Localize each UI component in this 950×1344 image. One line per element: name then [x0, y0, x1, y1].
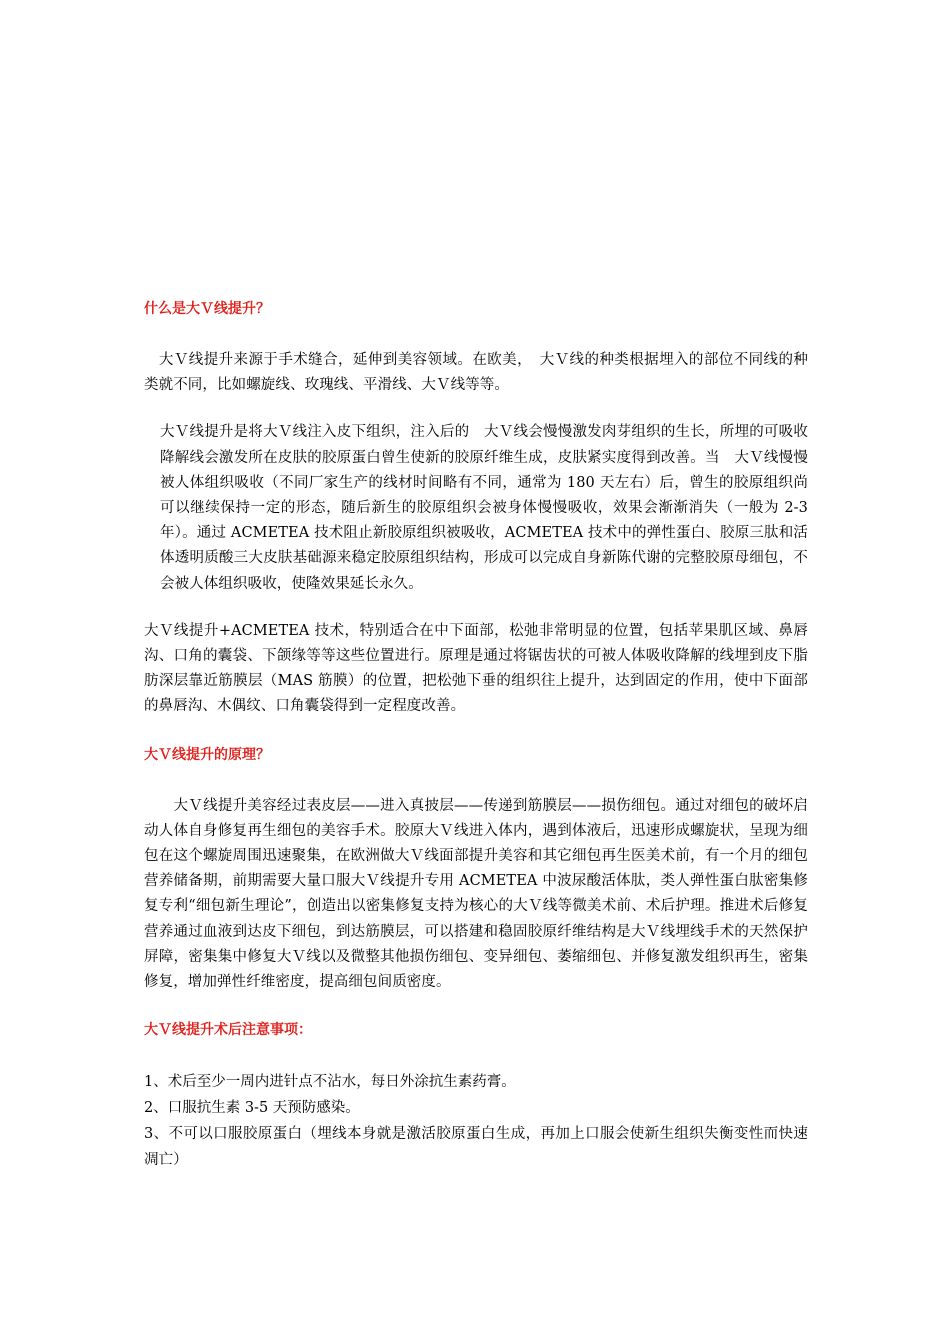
- list-item: 3、不可以口服胶原蛋白（埋线本身就是激活胶原蛋白生成，再加上口服会使新生组织失衡变性而快速凋亡）: [144, 1126, 808, 1169]
- aftercare-list: [144, 1069, 808, 1173]
- paragraph-principle: 大Ｖ线提升美容经过表皮层——进入真披层——传递到筋膜层——损伤细包。通过对细包的破坏启动人体自身修复再生细包的美容手术。胶原大Ｖ线进入体内，遇到体液后，迅速形成螺旋状，呈现为细包在这个螺旋周围迅速聚集，在欧洲做大Ｖ线面部提升美容和其它细包再生医美术前，有一个月的细包营养储备期，前期需要大量口服大Ｖ线提升专用 ACMETEA 中波尿酸活体肽，类人弹性蛋白肽密集修复专利“细包新生理论”，创造出以密集修复支持为核心的大Ｖ线等微美术前、术后护理。推进术后修复营养通过血液到达皮下细包，到达筋膜层，可以搭建和稳固胶原纤维结构是大Ｖ线埋线手术的天然保护屏障，密集集中修复大Ｖ线以及微整其他损伤细包、变异细包、萎缩细包、并修复激发组织再生，密集修复，增加弹性纤维密度，提高细包间质密度。: [144, 797, 808, 991]
- paragraph-process: 大Ｖ线提升是将大Ｖ线注入皮下组织，注入后的 大Ｖ线会慢慢激发肉芽组织的生长，所埋的可吸收降解线会激发所在皮肤的胶原蛋白曾生使新的胶原纤维生成，皮肤紧实度得到改善。当 大Ｖ线慢慢被人体组织吸收（不同厂家生产的线材时间略有不同，通常为 180 天左右）后，曾生的胶原组织尚可以继续保持一定的形态，随后新生的胶原组织会被身体慢慢吸收，效果会渐渐消失（一般为 2-3 年）。通过 ACMETEA 技术阻止新胶原组织被吸收，ACMETEA 技术中的弹性蛋白、胶原三肽和活体透明质酸三大皮肤基础源来稳定胶原组织结构，形成可以完成自身新陈代谢的完整胶原母细包，不会被人体组织吸收，使隆效果延长永久。: [160, 424, 808, 592]
- paragraph-application: 大Ｖ线提升+ACMETEA 技术，特别适合在中下面部，松弛非常明显的位置，包括苹果肌区域、鼻唇沟、口角的囊袋、下颌缘等等这些位置进行。原理是通过将锯齿状的可被人体吸收降解的线埋到皮下脂肪深层靠近筋膜层（MAS 筋膜）的位置，把松弛下垂的组织往上提升，达到固定的作用，使中下面部的鼻唇沟、木偶纹、口角囊袋得到一定程度改善。: [144, 622, 808, 715]
- paragraph-intro: 大Ｖ线提升来源于手术缝合，延伸到美容领域。在欧美， 大Ｖ线的种类根据埋入的部位不同线的种类就不同，比如螺旋线、玫瑰线、平滑线、大Ｖ线等等。: [144, 352, 808, 394]
- list-item: 1、术后至少一周内进针点不沾水，每日外涂抗生素药膏。: [144, 1074, 516, 1091]
- section-heading-what-is: 什么是大Ｖ线提升？: [144, 301, 270, 317]
- indented-block: [144, 420, 808, 596]
- document-page: [144, 296, 808, 1173]
- section-heading-aftercare: 大Ｖ线提升术后注意事项：: [144, 1022, 312, 1039]
- list-item: 2、口服抗生素 3-5 天预防感染。: [144, 1100, 360, 1117]
- section-heading-principle: 大Ｖ线提升的原理？: [144, 746, 270, 763]
